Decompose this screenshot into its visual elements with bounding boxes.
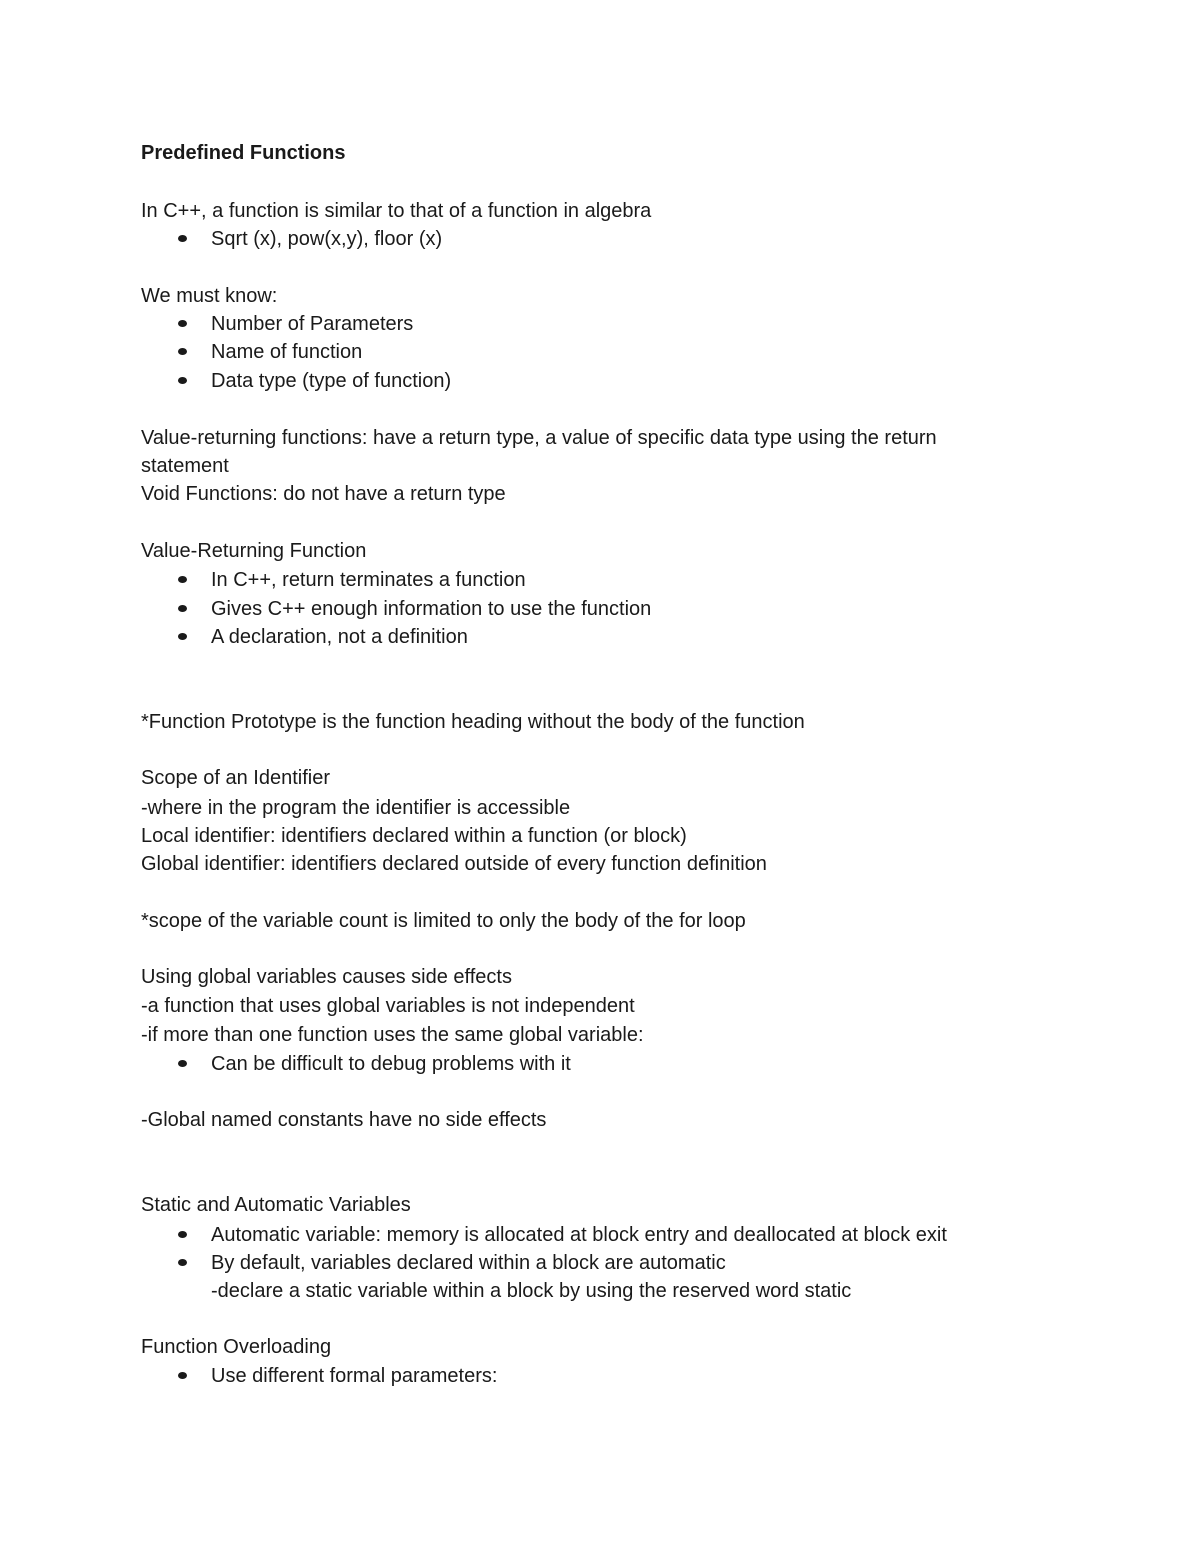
section-heading: Value-Returning Function	[141, 540, 367, 562]
sub-line: -declare a static variable within a block by using the reserved word static	[211, 1280, 852, 1302]
note-line: *scope of the variable count is limited to only the body of the for loop	[141, 910, 746, 932]
paragraph-line: Void Functions: do not have a return type	[141, 483, 506, 505]
bullet-icon	[178, 576, 187, 583]
bullet-icon	[178, 1259, 187, 1266]
paragraph-line: Global identifier: identifiers declared outside of every function definition	[141, 853, 767, 875]
list-item: Use different formal parameters:	[211, 1362, 497, 1390]
list-item: Number of Parameters	[211, 310, 413, 338]
paragraph-line: Local identifier: identifiers declared within a function (or block)	[141, 825, 687, 847]
bullet-icon	[178, 1060, 187, 1067]
section-heading: Function Overloading	[141, 1336, 332, 1358]
note-line: -Global named constants have no side effects	[141, 1109, 547, 1131]
bullet-icon	[178, 1372, 187, 1379]
section-heading: Scope of an Identifier	[141, 767, 331, 789]
paragraph-line: Value-returning functions: have a return type, a value of specific data type using the return	[141, 427, 937, 449]
bullet-icon	[178, 320, 187, 327]
list-item: By default, variables declared within a block are automatic	[211, 1249, 726, 1277]
page-title: Predefined Functions	[141, 142, 346, 164]
bullet-icon	[178, 377, 187, 384]
list-item: Automatic variable: memory is allocated at block entry and deallocated at block exit	[211, 1221, 947, 1249]
note-line: *Function Prototype is the function heading without the body of the function	[141, 711, 805, 733]
list-item: Gives C++ enough information to use the function	[211, 595, 651, 623]
bullet-icon	[178, 235, 187, 242]
section-heading: We must know:	[141, 285, 278, 307]
paragraph-line: -where in the program the identifier is accessible	[141, 797, 571, 819]
list-item: Can be difficult to debug problems with it	[211, 1050, 571, 1078]
list-item: In C++, return terminates a function	[211, 566, 526, 594]
paragraph-line: -a function that uses global variables is not independent	[141, 995, 635, 1017]
paragraph-line: -if more than one function uses the same global variable:	[141, 1024, 644, 1046]
list-item: Data type (type of function)	[211, 367, 451, 395]
bullet-icon	[178, 348, 187, 355]
intro-line: In C++, a function is similar to that of a function in algebra	[141, 200, 652, 222]
bullet-icon	[178, 605, 187, 612]
bullet-icon	[178, 1231, 187, 1238]
list-item: Name of function	[211, 338, 362, 366]
section-heading: Using global variables causes side effects	[141, 966, 512, 988]
bullet-icon	[178, 633, 187, 640]
section-heading: Static and Automatic Variables	[141, 1194, 411, 1216]
paragraph-line: statement	[141, 455, 229, 477]
list-item: A declaration, not a definition	[211, 623, 468, 651]
list-item: Sqrt (x), pow(x,y), floor (x)	[211, 225, 442, 253]
